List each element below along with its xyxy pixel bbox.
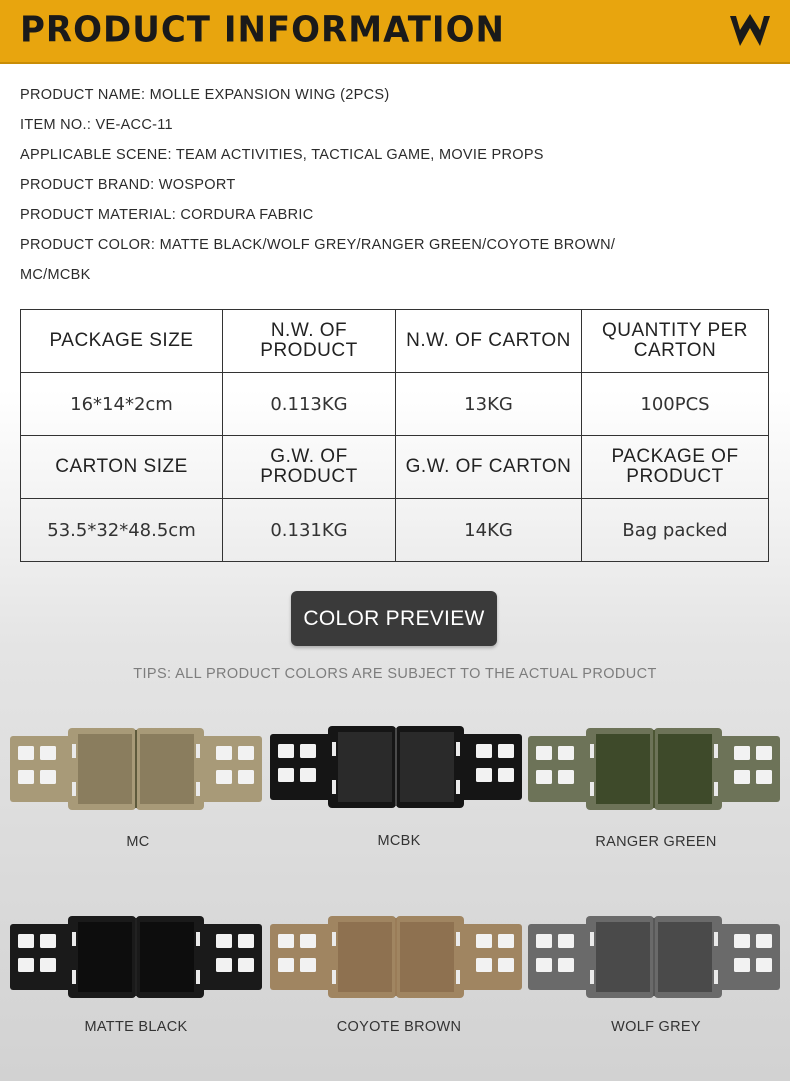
color-label: MCBK (377, 833, 421, 849)
item-no-line: ITEM NO.: VE-ACC-11 (20, 117, 173, 133)
color-preview-button[interactable]: COLOR PREVIEW (291, 591, 497, 646)
applicable-scene-line: APPLICABLE SCENE: TEAM ACTIVITIES, TACTICAL GAME, MOVIE PROPS (20, 147, 544, 163)
table-cell: 100PCS (582, 373, 769, 436)
product-image-ranger-green (528, 724, 780, 814)
table-cell: Bag packed (582, 499, 769, 562)
product-name-line: PRODUCT NAME: MOLLE EXPANSION WING (2PCS) (20, 87, 390, 103)
product-image-coyote-brown (270, 912, 522, 1002)
table-cell: 53.5*32*48.5cm (21, 499, 223, 562)
table-row (21, 436, 769, 499)
product-color-line-cont: MC/MCBK (20, 267, 91, 283)
table-cell: 13KG (396, 373, 582, 436)
product-image-wolf-grey (528, 912, 780, 1002)
table-header-cell: PACKAGE OF PRODUCT (582, 436, 769, 499)
product-image-mc (10, 724, 262, 814)
product-image-mcbk (270, 722, 522, 812)
table-cell: 14KG (396, 499, 582, 562)
page-title: PRODUCT INFORMATION (20, 9, 505, 51)
color-label: MC (126, 834, 150, 850)
tips-text: TIPS: ALL PRODUCT COLORS ARE SUBJECT TO THE ACTUAL PRODUCT (133, 666, 657, 682)
product-image-matte-black (10, 912, 262, 1002)
wosport-w-logo-icon (728, 12, 772, 50)
color-label: RANGER GREEN (595, 834, 717, 850)
table-header-cell: PACKAGE SIZE (21, 310, 223, 373)
table-header-cell: CARTON SIZE (21, 436, 223, 499)
product-brand-line: PRODUCT BRAND: WOSPORT (20, 177, 236, 193)
table-header-cell: N.W. OF PRODUCT (223, 310, 396, 373)
table-cell: 0.131KG (223, 499, 396, 562)
table-cell: 0.113KG (223, 373, 396, 436)
header-bar (0, 0, 790, 64)
table-row (21, 499, 769, 562)
table-header-cell: G.W. OF PRODUCT (223, 436, 396, 499)
table-header-cell: QUANTITY PER CARTON (582, 310, 769, 373)
product-color-line: PRODUCT COLOR: MATTE BLACK/WOLF GREY/RANGER GREEN/COYOTE BROWN/ (20, 237, 616, 253)
table-row (21, 373, 769, 436)
table-header-cell: G.W. OF CARTON (396, 436, 582, 499)
product-material-line: PRODUCT MATERIAL: CORDURA FABRIC (20, 207, 314, 223)
color-label: WOLF GREY (611, 1019, 701, 1035)
spec-table (20, 309, 769, 562)
color-label: MATTE BLACK (84, 1019, 188, 1035)
table-row (21, 310, 769, 373)
product-info-list (20, 80, 770, 290)
table-header-cell: N.W. OF CARTON (396, 310, 582, 373)
table-cell: 16*14*2cm (21, 373, 223, 436)
color-label: COYOTE BROWN (336, 1019, 462, 1035)
